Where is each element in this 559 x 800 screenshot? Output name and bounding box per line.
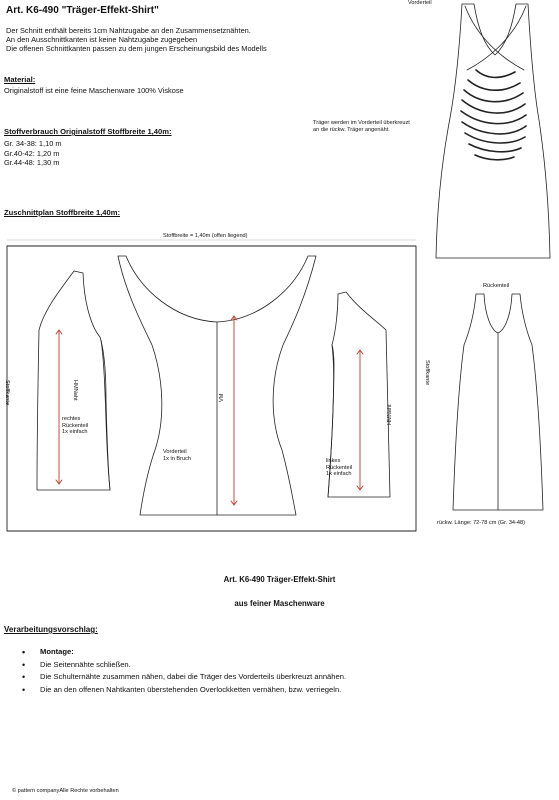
front-fold-label: VM: [219, 393, 225, 402]
material-text: Originalstoff ist eine feine Maschenware 100% Viskose: [4, 86, 184, 95]
back-left-label: [326, 458, 352, 478]
back-view-illustration: [453, 294, 543, 510]
front-garment-outline: [436, 4, 550, 258]
selvage-right-label: Stoffkante: [424, 360, 430, 386]
material-heading: Material:: [4, 75, 36, 84]
back-right-label: [62, 416, 88, 436]
rights-text: Alle Rechte vorbehalten: [59, 788, 119, 794]
document-title: Art. K6-490 "Träger-Effekt-Shirt": [6, 5, 159, 16]
list-item: • Die Schulternähte zusammen nähen, dabei die Träger des Vorderteils überkreuzt annähen.: [22, 671, 346, 684]
front-strap-cross: [467, 6, 526, 70]
intro-line: Der Schnitt enthält bereits 1cm Nahtzugabe an den Zusammensetznähten.: [6, 26, 251, 35]
back-length-note: rückw. Länge: 72-78 cm (Gr. 34-48): [437, 520, 525, 526]
processing-list: [22, 646, 346, 696]
front-piece-label: [163, 449, 191, 462]
cutting-plan-heading: Zuschnittplan Stoffbreite 1,40m:: [4, 208, 121, 217]
back-view-label: Rückenteil: [483, 283, 510, 289]
piece-label-line: Rückenteil: [326, 464, 353, 471]
note-line: Träger werden im Vorderteil überkreuzt: [313, 120, 410, 126]
piece-label-line: Vorderteil: [163, 449, 187, 455]
fabric-layout-frame: [7, 246, 416, 531]
piece-label-line: 1x in Bruch: [163, 455, 191, 462]
summary-title: Art. K6-490 Träger-Effekt-Shirt: [223, 575, 336, 584]
front-view-note: [313, 120, 410, 134]
front-view-label: Vorderteil: [408, 0, 432, 6]
processing-heading: Verarbeitungsvorschlag:: [4, 625, 98, 634]
piece-label-line: rechtes: [62, 416, 81, 422]
back-right-seam-label: HMNaht: [72, 380, 78, 401]
note-line: an die rückw. Träger angenäht.: [313, 127, 390, 133]
list-item: • Die Seitennähte schließen.: [22, 659, 346, 672]
selvage-left-label: Stoffkante: [4, 380, 10, 406]
back-left-seam-label: HMNaht: [387, 404, 393, 425]
summary-subtitle: aus feiner Maschenware: [234, 599, 325, 608]
list-item: • Montage:: [22, 646, 346, 659]
piece-label-line: Rückenteil: [62, 422, 89, 429]
fabric-width-label: Stoffbreite = 1,40m (offen liegend): [163, 233, 248, 239]
intro-line: An den Ausschnittkanten ist keine Nahtzugabe zugegeben: [6, 35, 198, 44]
drape-folds: [461, 70, 526, 160]
intro-line: Die offenen Schnittkanten passen zu dem jungen Erscheinungsbild des Modells: [6, 44, 267, 53]
front-view-illustration: [436, 4, 550, 258]
piece-label-line: 1x einfach: [62, 429, 88, 436]
consumption-row: Gr.44-48: 1,30 m: [4, 158, 60, 168]
copyright: © pattern company: [12, 788, 60, 794]
consumption-heading: Stoffverbrauch Originalstoff Stoffbreite 1,40m:: [4, 127, 172, 136]
consumption-row: Gr.40-42: 1,20 m: [4, 148, 60, 158]
list-item: • Die an den offenen Nahtkanten überstehenden Overlockketten vernähen, bzw. verriegeln.: [22, 684, 346, 697]
footer: [12, 788, 119, 794]
consumption-row: Gr. 34-38: 1,10 m: [4, 139, 62, 148]
piece-label-line: 1x einfach: [326, 471, 352, 478]
piece-label-line: linkes: [326, 458, 341, 464]
front-strap-cross: [465, 6, 524, 70]
piece-front: [118, 256, 316, 515]
